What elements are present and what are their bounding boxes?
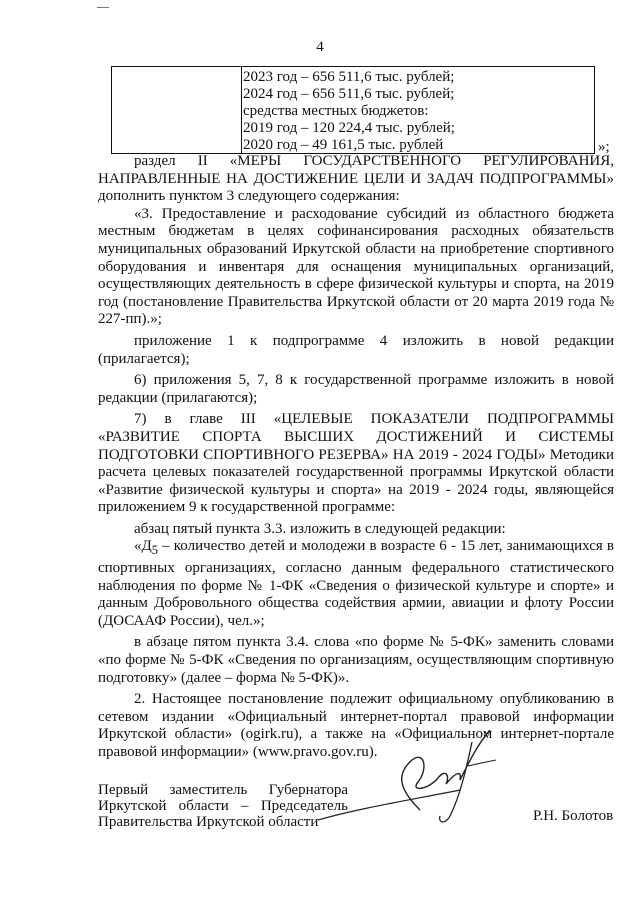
section-heading-line-1: раздел II «МЕРЫ ГОСУДАРСТВЕННОГО РЕГУЛИРОВАНИЯ, xyxy=(134,153,614,169)
table-line: 2024 год – 656 511,6 тыс. рублей; xyxy=(243,86,455,102)
section-heading-line-2: НАПРАВЛЕННЫЕ НА ДОСТИЖЕНИЕ ЦЕЛИ И ЗАДАЧ ПОДПРОГРАММЫ» xyxy=(98,170,614,187)
paragraph-abzac-3-4: в абзаце пятом пункта 3.4. слова «по форме № 5-ФК» заменить словами «по форме № 5-ФК «Сведения по организациям, осуществляющим спортивную подготовку» (далее – форма № 5-ФК)». xyxy=(98,634,614,686)
table-left-cell xyxy=(112,67,242,153)
paragraph-chapter-iii: 7) в главе III «ЦЕЛЕВЫЕ ПОКАЗАТЕЛИ ПОДПРОГРАММЫ «РАЗВИТИЕ СПОРТА ВЫСШИХ ДОСТИЖЕНИЙ И СИСТЕМЫ ПОДГОТОВКИ СПОРТИВНОГО РЕЗЕРВА» НА 2019 - 2024 ГОДЫ» Методики расчета целевых показателей государственной программы Иркутской области «Развитие физической культуры и спорта» на 2019 - 2024 годы, являющейся приложением 9 к государственной программе: xyxy=(98,411,614,516)
section-heading-line-3: дополнить пунктом 3 следующего содержания: xyxy=(98,188,400,205)
paragraph-appendix-1: приложение 1 к подпрограмме 4 изложить в новой редакции (прилагается); xyxy=(98,332,614,367)
paragraph-abzac-3-3: абзац пятый пункта 3.3. изложить в следующей редакции: xyxy=(134,520,506,537)
table-closing-quote: »; xyxy=(598,139,610,155)
d5-subscript: 5 xyxy=(151,543,158,558)
signer-title-line-1: Первый заместитель Губернатора xyxy=(98,782,348,798)
signer-title-line-2: Иркутской области – Председатель xyxy=(98,798,348,814)
signer-name: Р.Н. Болотов xyxy=(533,808,614,824)
paragraph-publication: 2. Настоящее постановление подлежит официальному опубликованию в сетевом издании «Официальный интернет-портал правовой информации Иркутской области» (ogirk.ru), а также на «Официальном интернет-портале правовой информации» (www.pravo.gov.ru). xyxy=(98,691,614,760)
budget-table xyxy=(111,66,595,154)
table-line: 2023 год – 656 511,6 тыс. рублей; xyxy=(243,69,455,85)
signer-title-line-3: Правительства Иркутской области xyxy=(98,814,319,830)
d5-prefix: «Д xyxy=(134,538,152,555)
d5-rest: – количество детей и молодежи в возрасте 6 - 15 лет, занимающихся в спортивных организациях, согласно данным федерального статистического наблюдения по форме № 1-ФК «Сведения о физической культуре и спорте» и данным Добровольного общества содействия армии, авиации и флоту России (ДОСААФ России), чел.»; xyxy=(98,538,614,629)
paragraph-appendices-5-7-8: 6) приложения 5, 7, 8 к государственной программе изложить в новой редакции (прилагаются); xyxy=(98,372,614,406)
table-line: 2020 год – 49 161,5 тыс. рублей xyxy=(243,137,444,153)
paragraph-d5-definition xyxy=(98,538,614,630)
handwritten-signature xyxy=(300,720,510,830)
table-right-cell xyxy=(243,69,590,154)
table-line: 2019 год – 120 224,4 тыс. рублей; xyxy=(243,120,455,136)
scan-mark xyxy=(97,7,109,8)
paragraph-subsidies: «3. Предоставление и расходование субсидий из областного бюджета местным бюджетам в целях софинансирования расходных обязательств муниципальных образований Иркутской области на приобретение спортивного оборудования и инвентаря для оснащения муниципальных организаций, осуществляющих деятельность в сфере физической культуры и спорта, на 2019 год (постановление Правительства Иркутской области от 20 марта 2019 года № 227-пп).»; xyxy=(98,205,614,328)
page-number: 4 xyxy=(316,39,324,55)
body-text xyxy=(98,153,614,762)
table-line: средства местных бюджетов: xyxy=(243,103,429,119)
